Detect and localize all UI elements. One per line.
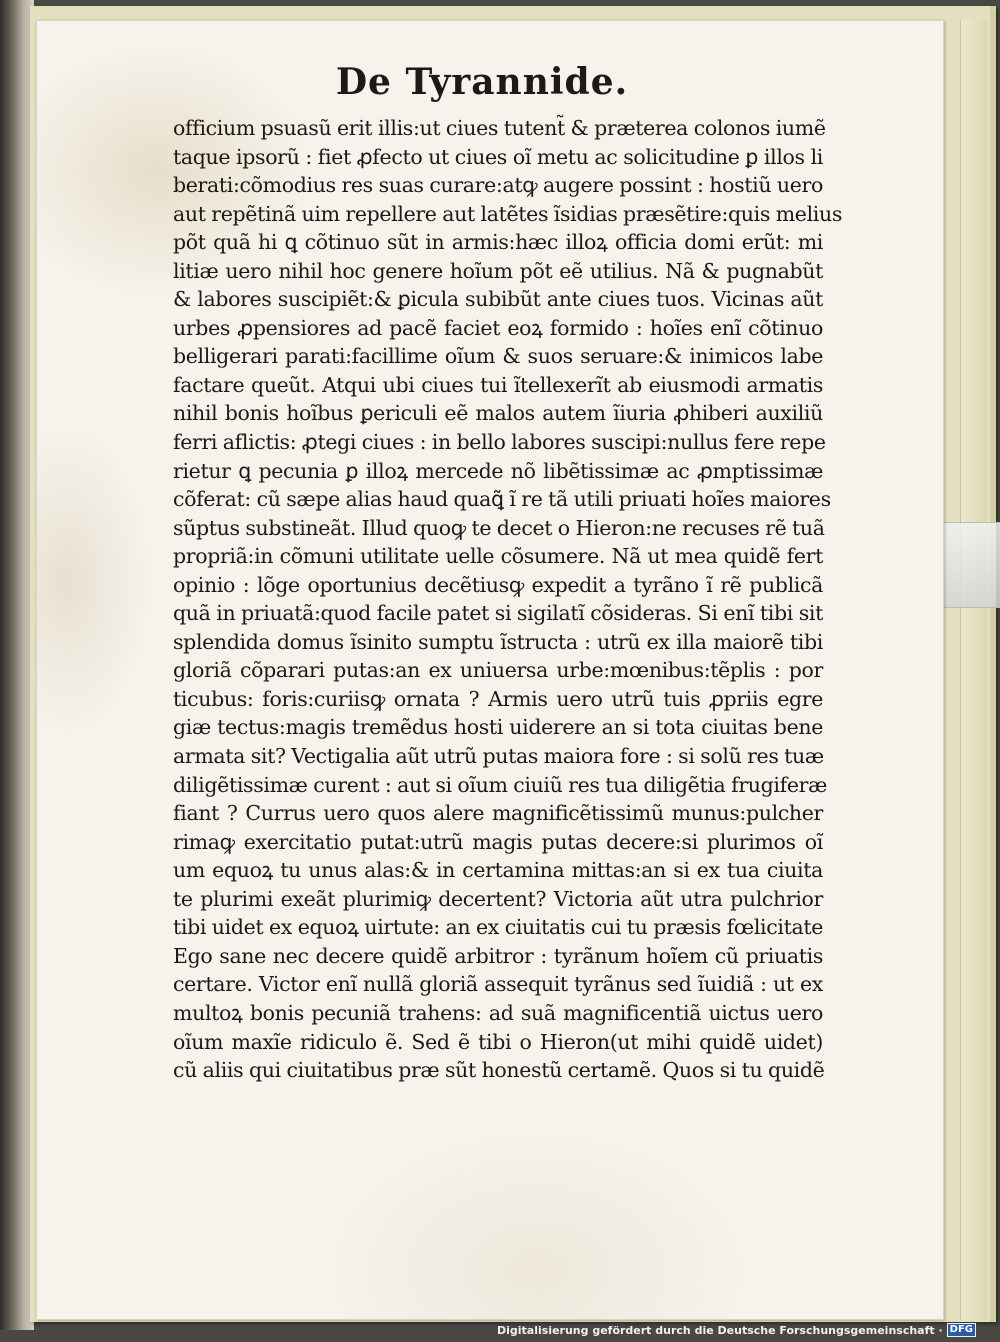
backing-board-edge — [960, 20, 987, 1320]
text-line: officium psuasũ erit illis:ut ciues tutent̃ & præterea colonos iumẽ — [173, 116, 826, 140]
text-line: oĩum maxĩe ridiculo ẽ. Sed ẽ tibi o Hieron(ut mihi quidẽ uidet) — [173, 1029, 823, 1054]
text-line: ferri aflictis: ꝓtegi ciues : in bello labores suscipi:nullus fere repe — [173, 430, 826, 455]
text-line: cũ aliis qui ciuitatibus præ sũt honestũ certamẽ. Quos si tu quidẽ — [173, 1058, 825, 1083]
text-line: & labores suscipiẽt:& ꝑicula subibũt ante ciues tuos. Vicinas aũt — [173, 287, 823, 312]
text-line: factare queũt. Atqui ubi ciues tui ĩtellexerĩt ab eiusmodi armatis — [173, 372, 823, 397]
text-line: Ego sane nec decere quidẽ arbitror : tyrãnum hoĩem cũ priuatis — [173, 943, 823, 968]
text-line: fiant ? Currus uero quos alere magnificẽtissimũ munus:pulcher — [173, 801, 823, 826]
text-line: certare. Victor enĩ nullã gloriã assequit tyrãnus sed ĩuidiã : ut ex — [173, 972, 823, 997]
text-line: urbes ꝓpensiores ad pacẽ faciet eoꝝ formido : hoĩes enĩ cõtinuo — [173, 315, 823, 340]
text-line: um equoꝝ tu unus alas:& in certamina mittas:an si ex tua ciuita — [173, 858, 823, 883]
text-line: cõferat: cũ sæpe alias haud quaꝗ̃ ĩ re tã utili priuati hoĩes maiores — [173, 487, 831, 512]
text-line: nihil bonis hoĩbus ꝑericuli eẽ malos autem ĩiuria ꝓhiberi auxiliũ — [173, 401, 823, 426]
text-block — [173, 114, 843, 1085]
text-line: sũptus substineãt. Illud quoꝙ te decet o Hieron:ne recuses rẽ tuã — [173, 515, 825, 540]
text-line: aut repẽtinã uim repellere aut latẽtes ĩsidias præsẽtire:quis melius — [173, 201, 843, 226]
text-line: giæ tectus:magis tremẽdus hosti uiderere an si tota ciuitas bene — [173, 715, 823, 740]
text-line: rietur ꝗ pecunia ꝑ illoꝝ mercede nõ libẽtissimæ ac ꝓmptissimæ — [173, 458, 823, 483]
text-line: gloriã cõparari putas:an ex uniuersa urbe:mœnibus:tẽplis : por — [173, 658, 823, 683]
text-line: propriã:in cõmuni utilitate uelle cõsumere. Nã ut mea quidẽ fert — [173, 544, 823, 569]
text-line: splendida domus ĩsinito sumptu ĩstructa : utrũ ex illa maiorẽ tibi — [173, 629, 823, 654]
text-line: berati:cõmodius res suas curare:atꝙ augere possint : hostiũ uero — [173, 173, 823, 198]
text-line: belligerari parati:facillime oĩum & suos seruare:& inimicos labe — [173, 344, 823, 369]
text-line: põt quã hi ꝗ cõtinuo sũt in armis:hæc illoꝝ officia domi erũt: mi — [173, 230, 823, 255]
running-title: De Tyrannide. — [335, 61, 629, 103]
text-line: quã in priuatã:quod facile patet si sigilatĩ cõsideras. Si enĩ tibi sit — [173, 601, 823, 626]
book-page — [36, 20, 944, 1320]
text-line: rimaꝙ exercitatio putat:utrũ magis putas decere:si plurimos oĩ — [173, 829, 823, 854]
book-binding-edge — [0, 0, 34, 1330]
digitization-credit — [497, 1322, 976, 1338]
text-line: litiæ uero nihil hoc genere hoĩum põt eẽ utilius. Nã & pugnabũt — [173, 258, 823, 283]
text-line: opinio : lõge oportunius decẽtiusꝙ expedit a tyrãno ĩ rẽ publicã — [173, 572, 823, 597]
credit-text: Digitalisierung gefördert durch die Deutsche Forschungsgemeinschaft · — [496, 1323, 943, 1337]
text-line: te plurimi exeãt plurimiꝙ decertent? Victoria aũt utra pulchrior — [173, 886, 823, 911]
text-line: taque ipsorũ : fiet ꝓfecto ut ciues oĩ metu ac solicitudine ꝑ illos li — [173, 144, 823, 169]
text-line: tibi uidet ex equoꝝ uirtute: an ex ciuitatis cui tu præsis fœlicitate — [173, 915, 823, 940]
text-line: ticubus: foris:curiisꝙ ornata ? Armis uero utrũ tuis ꝓpriis egre — [173, 686, 823, 711]
text-line: armata sit? Vectigalia aũt utrũ putas maiora fore : si solũ res tuæ — [173, 744, 824, 769]
text-line: diligẽtissimæ curent : aut si oĩum ciuiũ res tua diligẽtia frugiferæ — [173, 772, 827, 797]
dfg-logo: DFG — [947, 1323, 976, 1337]
text-line: multoꝝ bonis pecuniã trahens: ad suã magnificentiã uictus uero — [173, 1000, 823, 1025]
